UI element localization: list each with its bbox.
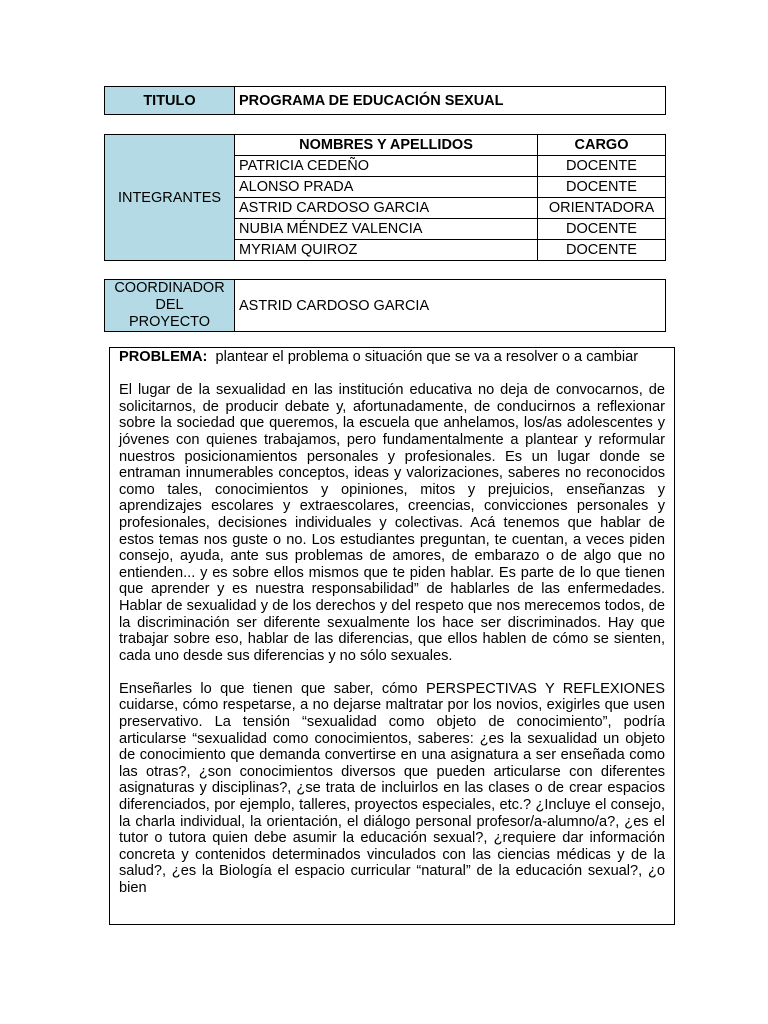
member-role: DOCENTE bbox=[538, 177, 666, 198]
member-name: MYRIAM QUIROZ bbox=[235, 240, 538, 261]
coordinator-table bbox=[104, 279, 666, 332]
names-column-header: NOMBRES Y APELLIDOS bbox=[235, 135, 538, 156]
title-label: TITULO bbox=[105, 87, 235, 115]
problem-paragraph-2: Enseñarles lo que tienen que saber, cómo PERSPECTIVAS Y REFLEXIONES cuidarse, cómo respetarse, a no dejarse maltratar por los novios, exigirles que usen preservativo. La tensión “sexualidad como objeto de conocimiento”, podría articularse “sexualidad como conocimientos, saberes: ¿es la sexualidad un objeto de conocimiento que demanda convertirse en una asignatura a ser enseñada como las otras?, ¿son conocimientos diversos que pueden articularse con diferentes asignaturas y disciplinas?, ¿se trata de incluirlos en las clases o de crear espacios diferenciados, por ejemplo, talleres, proyectos especiales, etc.? ¿Incluye el consejo, la charla individual, la orientación, el diálogo personal profesor/a-alumno/a?, ¿es el tutor o tutora quien debe asumir la educación sexual?, ¿requiere dar información concreta y contenidos determinados vinculados con las ciencias médicas y de la salud?, ¿es la Biología el espacio curricular “natural” de la educación sexual?, ¿o bien bbox=[119, 680, 665, 896]
role-column-header: CARGO bbox=[538, 135, 666, 156]
members-label: INTEGRANTES bbox=[105, 135, 235, 261]
members-table bbox=[104, 134, 666, 261]
title-row bbox=[105, 87, 666, 115]
coordinator-label-line: PROYECTO bbox=[128, 314, 211, 330]
member-name: NUBIA MÉNDEZ VALENCIA bbox=[235, 219, 538, 240]
problem-intro bbox=[119, 349, 665, 366]
coordinator-label-line: COORDINADOR bbox=[114, 280, 225, 296]
coordinator-label-line: DEL bbox=[155, 297, 184, 313]
title-table bbox=[104, 86, 666, 115]
member-name: ALONSO PRADA bbox=[235, 177, 538, 198]
members-header-row bbox=[105, 135, 666, 156]
member-role: ORIENTADORA bbox=[538, 198, 666, 219]
problem-heading: PROBLEMA: bbox=[119, 349, 208, 365]
program-title: PROGRAMA DE EDUCACIÓN SEXUAL bbox=[235, 87, 666, 115]
coordinator-row bbox=[105, 280, 666, 332]
member-role: DOCENTE bbox=[538, 156, 666, 177]
member-name: ASTRID CARDOSO GARCIA bbox=[235, 198, 538, 219]
coordinator-label bbox=[105, 280, 235, 332]
problem-prompt: plantear el problema o situación que se va a resolver o a cambiar bbox=[215, 349, 639, 365]
problem-paragraph-1: El lugar de la sexualidad en las institución educativa no deja de convocarnos, de solicitarnos, de producir debate y, afortunadamente, de conducirnos a reflexionar sobre la sociedad que queremos, la escuela que anhelamos, los/as adolescentes y jóvenes con quienes trabajamos, pero fundamentalmente a plantear y reformular nuestros posicionamientos personales y profesionales. Es un lugar donde se entraman innumerables conceptos, ideas y valorizaciones, saberes no reconocidos como tales, conocimientos y opiniones, mitos y prejuicios, enseñanzas y aprendizajes escolares y extraescolares, creencias, convicciones personales y profesionales, decisiones individuales y colectivas. Acá tenemos que hablar de estos temas nos guste o no. Los estudiantes preguntan, te cuentan, a veces piden consejo, ayuda, ante sus problemas de amores, de embarazo o de algo que no entienden... y es sobre ellos mismos que te piden hablar. Es parte de lo que tienen que aprender y es nuestra responsabilidad” de hablarles de las enfermedades. Hablar de sexualidad y de los derechos y del respeto que nos merecemos todos, de la discriminación ser diferente sexualmente los hace ser discriminados. Hay que trabajar sobre eso, hablar de las diferencias, que ellos hablen de cómo se sienten, cada uno desde sus diferencias y no sólo sexuales. bbox=[119, 382, 665, 664]
problem-section bbox=[109, 347, 675, 925]
member-name: PATRICIA CEDEÑO bbox=[235, 156, 538, 177]
member-role: DOCENTE bbox=[538, 219, 666, 240]
member-role: DOCENTE bbox=[538, 240, 666, 261]
coordinator-name: ASTRID CARDOSO GARCIA bbox=[235, 280, 666, 332]
